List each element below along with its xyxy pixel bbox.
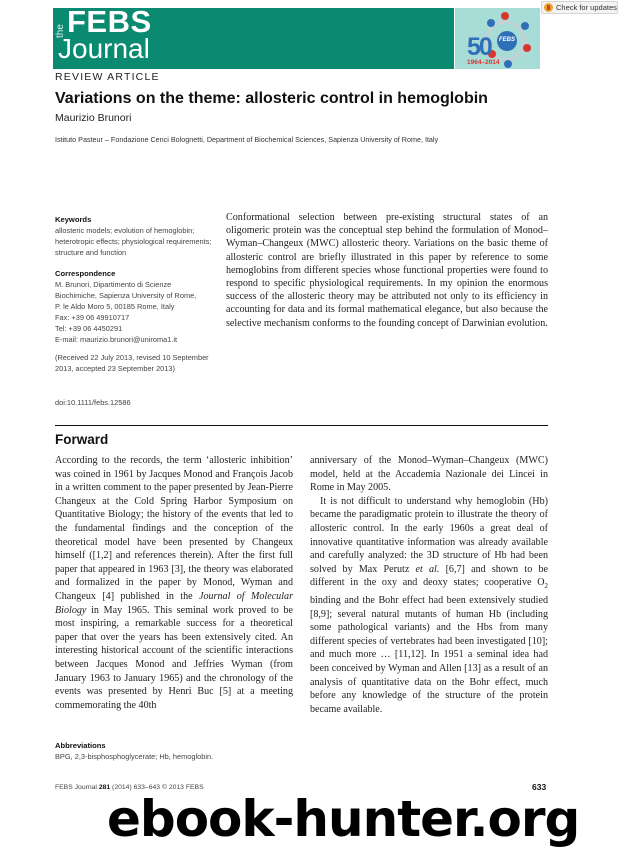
correspondence-email[interactable]: E-mail: maurizio.brunori@uniroma1.it: [55, 335, 178, 344]
body-column-right: [310, 454, 548, 716]
body-column-left: [55, 454, 293, 712]
correspondence-block: [55, 268, 215, 345]
correspondence-line: P. le Aldo Moro 5, 00185 Rome, Italy: [55, 302, 175, 311]
correspondence-line: M. Brunori, Dipartimento di Scienze: [55, 280, 172, 289]
correspondence-tel: Tel: +39 06 4450291: [55, 324, 123, 333]
journal-name: Journal of Molecular Biology: [55, 590, 293, 616]
doi-link[interactable]: doi:10.1111/febs.12586: [55, 398, 131, 407]
logo-the: the: [55, 24, 66, 38]
correspondence-heading: Correspondence: [55, 269, 116, 278]
check-updates-label: Check for updates: [556, 3, 617, 12]
abbreviations-heading: Abbreviations: [55, 741, 106, 750]
anniversary-years: 1964–2014: [467, 59, 500, 66]
watermark-text: ebook-hunter.org: [107, 790, 580, 848]
body-paragraph: It is not difficult to understand why hemoglobin (Hb) became the paradigmatic protein to illustrate the theory of allosteric control. In the early 1960s a great deal of innovative quantitative information was already available and carefully analyzed: the 3D structure of Hb had been solved by Max Perutz et al. [6,7] and shown to be different in the oxy and deoxy states; cooperative $O_2$ binding and the Bohr effect had been extensively studied [8,9]; several natural mutants of human Hb (including some pathological variants) and the Hbs from many different species of vertebrates had been investigated [10]; and much more … [11,12]. In 1951 a seminal idea had been conceived by Wyman and Allen [13] as a result of an analysis of quantitative data on the Bohr effect, much before any knowledge of the structure of the protein became available.: [310, 495, 548, 715]
section-heading: Forward: [55, 432, 109, 447]
doi-block: [55, 397, 215, 408]
febs-50-anniversary-logo: [455, 8, 540, 69]
keywords-text: allosteric models; evolution of hemoglobin; heterotropic effects; physiological requirements; structure and function: [55, 226, 212, 257]
correspondence-line: Biochimiche, Sapienza University of Rome,: [55, 291, 197, 300]
article-type: REVIEW ARTICLE: [55, 71, 160, 83]
body-paragraph: anniversary of the Monod–Wyman–Changeux (MWC) model, held at the Accademia Nazionale dei Lincei in Rome in May 2005.: [310, 455, 548, 494]
body-paragraph: According to the records, the term ‘allosteric inhibition’ was coined in 1961 by Jacques Monod and François Jacob in a written comment to the paper presented by Jean-Pierre Changeux at the Cold Spring Harbor Symposium on Quantitative Biology; the history of the events that led to the fundamental findings and the conception of the theoretical model have been presented by Changeux himself ([1,2] and references therein). After the first full paper that appeared in 1963 [3], the theory was elaborated and formalized in the paper by Monod, Wyman and Changeux [4] published in the Journal of Molecular Biology in May 1965. This seminal work proved to be most inspiring, a remarkable success for a theoretical paper that over the years has been extensively cited. An interesting historical account of the scientific interactions between Jacques Monod and Jeffries Wyman (from January 1963 to January 1965) and the chronology of the events was presented by Henri Buc [5] at a meeting commemorating the 40th: [55, 455, 293, 711]
keywords-heading: Keywords: [55, 215, 92, 224]
page-number: 633: [532, 782, 547, 792]
page-footer-citation: FEBS Journal 281 (2014) 633–643 © 2013 FEBS: [55, 784, 204, 791]
section-divider: [55, 425, 548, 426]
check-updates-icon: [544, 3, 553, 12]
anniversary-badge: FEBS: [499, 37, 516, 43]
anniversary-number: 50: [467, 33, 491, 61]
volume-number: 281: [98, 784, 111, 791]
logo-journal: Journal: [58, 33, 150, 64]
check-for-updates-button[interactable]: [541, 1, 618, 14]
logo-febs: FEBS: [67, 4, 152, 39]
keywords-block: [55, 214, 215, 258]
correspondence-fax: Fax: +39 06 49910717: [55, 313, 130, 322]
author-affiliation: Istituto Pasteur – Fondazione Cenci Bolognetti, Department of Biochemical Sciences, Sapienza University of Rome, Italy: [55, 135, 439, 144]
abstract: Conformational selection between pre-existing structural states of an oligomeric protein was the conceptual step behind the formulation of Monod–Wyman–Changeux (MWC) allosteric theory. Variations on the basic theme of allosteric control are briefly illustrated in this paper by reference to some hemoglobins from different species whose functional properties were found to respond to specific physiological requirements. In my opinion the enormous success of the allosteric theory may be attributed not only to its efficiency in accounting for data and its formal mathematical elegance, but also because the selective mechanism conforms to the founding concept of Darwinian evolution.: [226, 212, 548, 329]
abbreviations-block: [55, 741, 213, 762]
article-title: Variations on the theme: allosteric control in hemoglobin: [55, 90, 488, 107]
abbreviations-text: BPG, 2,3-bisphosphoglycerate; Hb, hemoglobin.: [55, 751, 214, 761]
received-dates: (Received 22 July 2013, revised 10 September 2013, accepted 23 September 2013): [55, 353, 209, 373]
author-name: Maurizio Brunori: [55, 112, 132, 124]
